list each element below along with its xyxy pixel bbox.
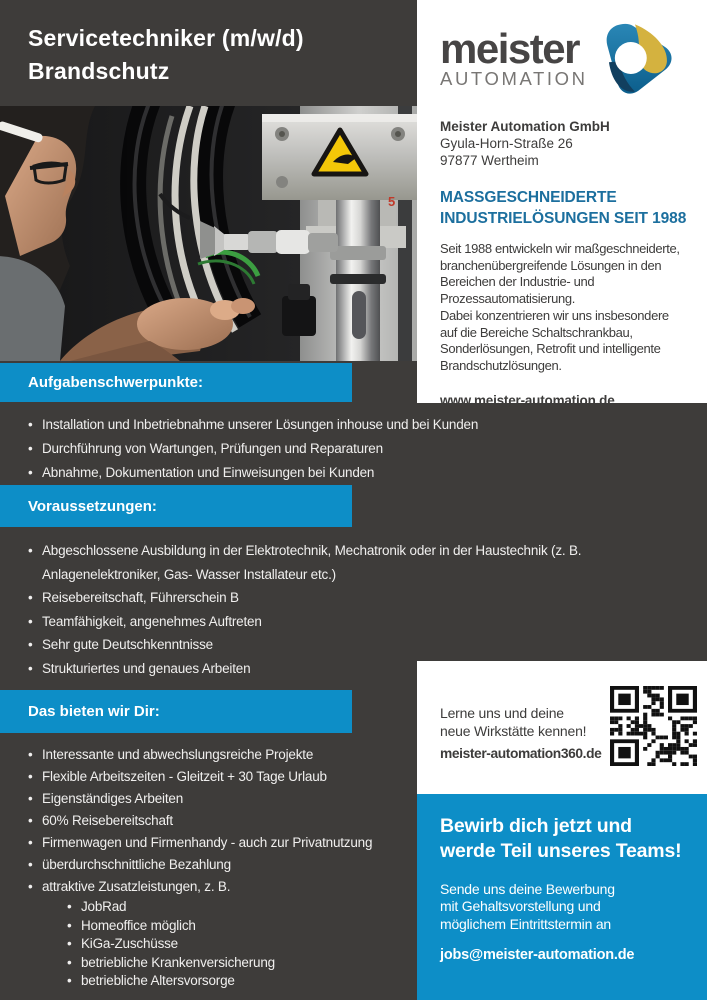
section-header-aufgaben-label: Aufgabenschwerpunkte: (28, 374, 204, 391)
company-website-link[interactable]: www.meister-automation.de (440, 392, 615, 408)
list-item: • Flexible Arbeitszeiten - Gleitzeit + 30 Tage Urlaub (28, 766, 628, 788)
qr-text (417, 661, 608, 794)
logo-subtitle: AUTOMATION (440, 68, 588, 89)
list-item: • Abgeschlossene Ausbildung in der Elektrotechnik, Mechatronik oder in der Haustechnik (z. B. Anlagenelektroniker, Gas- Wasser Installateur etc.) (28, 539, 618, 586)
page-title (28, 22, 408, 88)
intro-line: Sonderlösungen, Retrofit und intelligente (440, 341, 661, 357)
aufgaben-list (28, 413, 628, 485)
intro-line: Brandschutzlösungen. (440, 357, 562, 373)
sublist-item: • KiGa-Zuschüsse (67, 935, 628, 954)
list-item: • Durchführung von Wartungen, Prüfungen und Reparaturen (28, 437, 628, 461)
company-info-card (417, 0, 707, 408)
apply-box (417, 794, 707, 1000)
apply-body-line: Sende uns deine Bewerbung (440, 881, 615, 897)
company-address (440, 118, 707, 169)
list-item: • Installation und Inbetriebnahme unserer Lösungen inhouse und bei Kunden (28, 413, 628, 437)
section-header-benefits-label: Das bieten wir Dir: (28, 703, 160, 720)
technician-photo (0, 106, 418, 361)
qr-line2: neue Wirkstätte kennen! (440, 722, 587, 739)
intro-paragraph (440, 241, 707, 375)
page-title-line2: Brandschutz (28, 58, 170, 84)
intro-heading (440, 188, 707, 229)
section-header-voraussetzungen (0, 485, 352, 527)
apply-body-line: möglichem Eintrittstermin an (440, 915, 612, 932)
section-header-voraussetzungen-label: Voraussetzungen: (28, 497, 157, 515)
apply-email-link[interactable]: jobs@meister-automation.de (440, 946, 635, 963)
sublist-item: • Homeoffice möglich (67, 917, 628, 936)
company-logo (440, 12, 707, 104)
intro-line: Bereichen der Industrie- und (440, 274, 595, 290)
list-item-label: attraktive Zusatzleistungen, z. B. (42, 879, 231, 894)
apply-body-line: mit Gehaltsvorstellung und (440, 898, 601, 915)
logo-word: meister (440, 25, 579, 72)
logo-mark-icon (592, 16, 678, 100)
list-item: • Strukturiertes und genaues Arbeiten (28, 657, 618, 681)
qr-card (417, 661, 707, 794)
intro-line: Prozessautomatisierung. (440, 291, 576, 307)
list-item: • Reisebereitschaft, Führerschein B (28, 586, 618, 610)
sublist-item: • betriebliche Krankenversicherung (67, 954, 628, 973)
qr-code (610, 686, 697, 794)
apply-body (440, 881, 707, 933)
list-item: • 60% Reisebereitschaft (28, 810, 628, 832)
intro-heading-line2: INDUSTRIELÖSUNGEN SEIT 1988 (440, 209, 687, 227)
qr-site-link[interactable]: meister-automation360.de (440, 746, 602, 761)
intro-line: Seit 1988 entwickeln wir maßgeschneiderte, (440, 241, 680, 256)
company-street: Gyula-Horn-Straße 26 (440, 136, 573, 151)
intro-line: branchenübergreifende Lösungen in den (440, 257, 662, 273)
list-item: • Sehr gute Deutschkenntnisse (28, 633, 618, 657)
voraussetzungen-list (28, 539, 618, 680)
list-item: • Eigenständiges Arbeiten (28, 788, 628, 810)
logo-wordmark (440, 25, 588, 89)
apply-title-line1: Bewirb dich jetzt und (440, 815, 632, 837)
page-title-line1: Servicetechniker (m/w/d) (28, 25, 304, 51)
company-name: Meister Automation GmbH (440, 119, 610, 134)
intro-line: auf die Bereiche Schaltschrankbau, (440, 324, 633, 340)
apply-title-line2: werde Teil unseres Teams! (440, 840, 682, 862)
section-header-aufgaben (0, 363, 352, 402)
intro-heading-line1: MASSGESCHNEIDERTE (440, 189, 617, 206)
apply-title (440, 814, 707, 864)
list-item: • Abnahme, Dokumentation und Einweisungen bei Kunden (28, 461, 628, 485)
section-header-benefits (0, 690, 352, 733)
qr-line1: Lerne uns und deine (440, 705, 564, 721)
svg-text:5: 5 (388, 194, 396, 209)
list-item: • Firmenwagen und Firmenhandy - auch zur Privatnutzung (28, 832, 628, 854)
list-item: • Teamfähigkeit, angenehmes Auftreten (28, 610, 618, 634)
sublist-item: • JobRad (67, 898, 628, 917)
list-item: • Interessante und abwechslungsreiche Projekte (28, 744, 628, 766)
list-item: • überdurchschnittliche Bezahlung (28, 854, 628, 876)
sublist-item: • betriebliche Altersvorsorge (67, 972, 628, 991)
intro-line: Dabei konzentrieren wir uns insbesondere (440, 307, 669, 323)
company-city: 97877 Wertheim (440, 153, 539, 168)
